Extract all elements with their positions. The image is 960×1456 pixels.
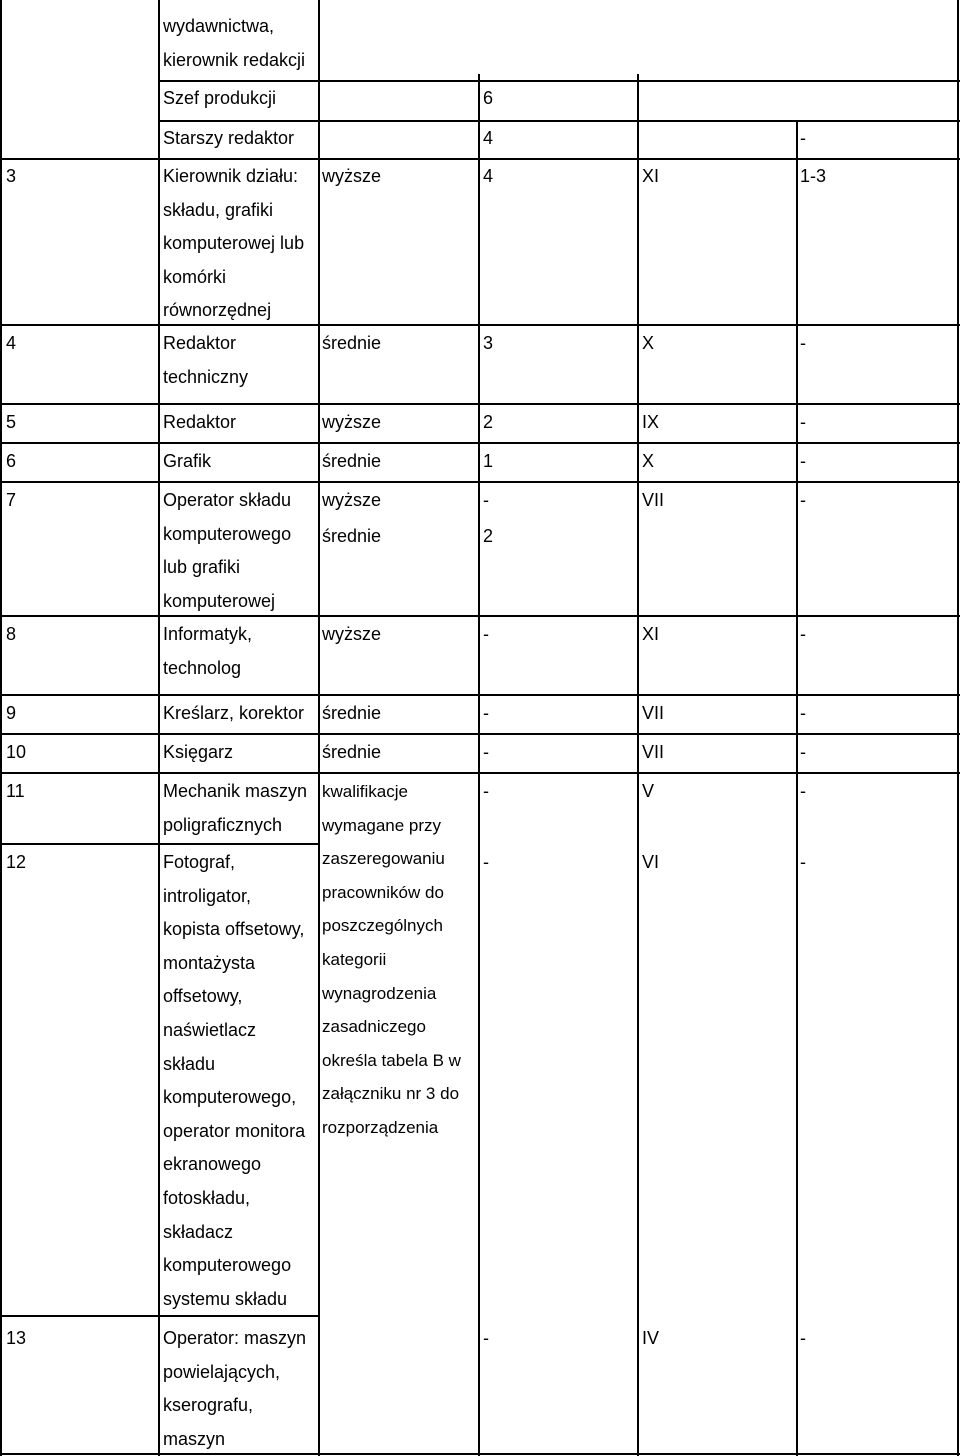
level-cell: - <box>800 852 806 872</box>
level-cell: - <box>800 1328 806 1348</box>
education-cell: wyższe <box>322 490 382 510</box>
level-cell: - <box>800 128 806 148</box>
level-cell: 1-3 <box>800 166 827 186</box>
position-name: operator monitora <box>163 1120 306 1141</box>
position-name: Kreślarz, korektor <box>163 703 305 723</box>
practice-years-cell: 3 <box>483 333 494 353</box>
position-name: Informatyk, <box>163 624 253 644</box>
education-note-line: określa tabela B w <box>322 1050 461 1070</box>
salary-category-cell: VII <box>642 742 665 762</box>
salary-category-cell: IX <box>642 412 660 432</box>
row-number: 10 <box>6 742 27 762</box>
row-divider <box>0 158 960 160</box>
position-name: powielających, <box>163 1361 281 1382</box>
practice-years-cell: 2 <box>483 526 494 546</box>
position-name: Mechanik maszyn <box>163 781 308 801</box>
level-cell: - <box>800 703 806 723</box>
position-name: fotoskładu, <box>163 1188 251 1208</box>
practice-years-cell: - <box>483 781 489 801</box>
education-note-line: rozporządzenia <box>322 1118 439 1137</box>
education-cell: średnie <box>322 451 382 471</box>
position-name: montażysta <box>163 952 256 973</box>
education-cell: wyższe <box>322 624 382 644</box>
position-name: komputerowego <box>163 523 292 544</box>
position-name: składu <box>163 1053 216 1074</box>
salary-category-cell: XI <box>642 166 660 186</box>
practice-years-cell: - <box>483 624 489 644</box>
row-number: 3 <box>6 166 17 186</box>
salary-category-cell: X <box>642 451 655 471</box>
row-number: 5 <box>6 412 17 432</box>
position-name: kopista offsetowy, <box>163 919 305 940</box>
row-divider <box>160 120 960 122</box>
salary-category-cell: V <box>642 781 655 801</box>
education-note-line: kategorii <box>322 950 387 969</box>
position-name: Grafik <box>163 451 212 471</box>
row-number: 9 <box>6 703 17 723</box>
row-divider <box>0 324 960 326</box>
level-cell: - <box>800 490 806 510</box>
position-name: kierownik redakcji <box>163 49 306 70</box>
level-cell: - <box>800 412 806 432</box>
salary-category-cell: XI <box>642 624 660 644</box>
position-name: technolog <box>163 657 242 678</box>
position-name: wydawnictwa, <box>163 16 275 36</box>
row-divider <box>0 1453 960 1455</box>
position-name: ekranowego <box>163 1154 262 1175</box>
salary-category-cell: VI <box>642 852 660 872</box>
education-cell: wyższe <box>322 166 382 186</box>
position-name: poligraficznych <box>163 814 283 835</box>
position-name: techniczny <box>163 366 249 387</box>
row-number: 4 <box>6 333 17 353</box>
position-name: introligator, <box>163 885 252 906</box>
education-note-line: wynagrodzenia <box>322 983 437 1003</box>
practice-years-cell: - <box>483 852 489 872</box>
column-divider <box>158 0 160 1456</box>
position-name: składu, grafiki <box>163 199 274 220</box>
practice-years-cell: - <box>483 1328 489 1348</box>
education-note-line: poszczególnych <box>322 916 443 936</box>
row-number: 12 <box>6 852 27 872</box>
position-name: komórki <box>163 266 227 287</box>
level-cell: - <box>800 624 806 644</box>
row-number: 11 <box>6 781 25 801</box>
education-note-line: załączniku nr 3 do <box>322 1084 460 1104</box>
position-name: Redaktor <box>163 333 237 353</box>
row-divider <box>0 694 960 696</box>
salary-category-cell: X <box>642 333 655 353</box>
education-cell: wyższe <box>322 412 382 432</box>
practice-years-cell: 1 <box>483 451 494 471</box>
level-cell: - <box>800 742 806 762</box>
education-cell: średnie <box>322 526 382 546</box>
row-divider <box>0 615 960 617</box>
education-cell: średnie <box>322 703 382 723</box>
position-name: naświetlacz <box>163 1020 257 1040</box>
position-name: kserografu, <box>163 1395 254 1416</box>
position-name: Kierownik działu: <box>163 166 299 186</box>
row-divider <box>0 442 960 444</box>
column-divider <box>796 120 798 1456</box>
practice-years-cell: - <box>483 742 489 762</box>
practice-years-cell: 6 <box>483 88 494 108</box>
position-name: komputerowej lub <box>163 233 305 254</box>
practice-years-cell: 4 <box>483 128 494 148</box>
column-divider <box>637 74 639 1456</box>
education-cell: średnie <box>322 742 382 762</box>
row-divider <box>0 733 960 735</box>
row-number: 8 <box>6 624 17 644</box>
position-name: Operator składu <box>163 490 292 510</box>
position-name: offsetowy, <box>163 986 243 1007</box>
education-note-line: zaszeregowaniu <box>322 849 445 869</box>
position-name: Operator: maszyn <box>163 1328 307 1348</box>
row-divider <box>0 481 960 483</box>
position-name: równorzędnej <box>163 300 272 321</box>
position-name: Szef produkcji <box>163 88 277 108</box>
column-divider <box>318 0 320 1456</box>
position-name: systemu składu <box>163 1288 288 1309</box>
position-name: składacz <box>163 1221 234 1242</box>
position-name: Starszy redaktor <box>163 128 295 148</box>
row-number: 6 <box>6 451 17 471</box>
level-cell: - <box>800 451 806 471</box>
education-cell: średnie <box>322 333 382 353</box>
position-name: lub grafiki <box>163 557 241 578</box>
level-cell: - <box>800 333 806 353</box>
practice-years-cell: 4 <box>483 166 494 186</box>
education-note-line: zasadniczego <box>322 1017 426 1037</box>
practice-years-cell: - <box>483 703 489 723</box>
row-divider <box>0 772 960 774</box>
column-divider <box>957 0 959 1456</box>
salary-category-cell: VII <box>642 490 665 510</box>
position-name: komputerowej <box>163 590 276 611</box>
position-name: Fotograf, <box>163 852 236 872</box>
position-name: komputerowego <box>163 1255 292 1276</box>
practice-years-cell: - <box>483 490 489 510</box>
row-divider <box>0 403 960 405</box>
level-cell: - <box>800 781 806 801</box>
column-divider <box>478 74 480 1456</box>
row-divider <box>160 80 960 82</box>
position-name: maszyn <box>163 1428 226 1449</box>
position-name: komputerowego, <box>163 1087 297 1108</box>
salary-category-cell: VII <box>642 703 665 723</box>
row-number: 13 <box>6 1328 27 1348</box>
row-number: 7 <box>6 490 17 510</box>
practice-years-cell: 2 <box>483 412 494 432</box>
education-note-line: kwalifikacje <box>322 782 408 801</box>
salary-category-cell: IV <box>642 1328 660 1348</box>
position-name: Redaktor <box>163 412 237 432</box>
column-divider <box>0 0 2 1456</box>
education-note-line: pracowników do <box>322 882 444 902</box>
position-name: Księgarz <box>163 742 234 762</box>
education-note-line: wymagane przy <box>322 815 442 835</box>
